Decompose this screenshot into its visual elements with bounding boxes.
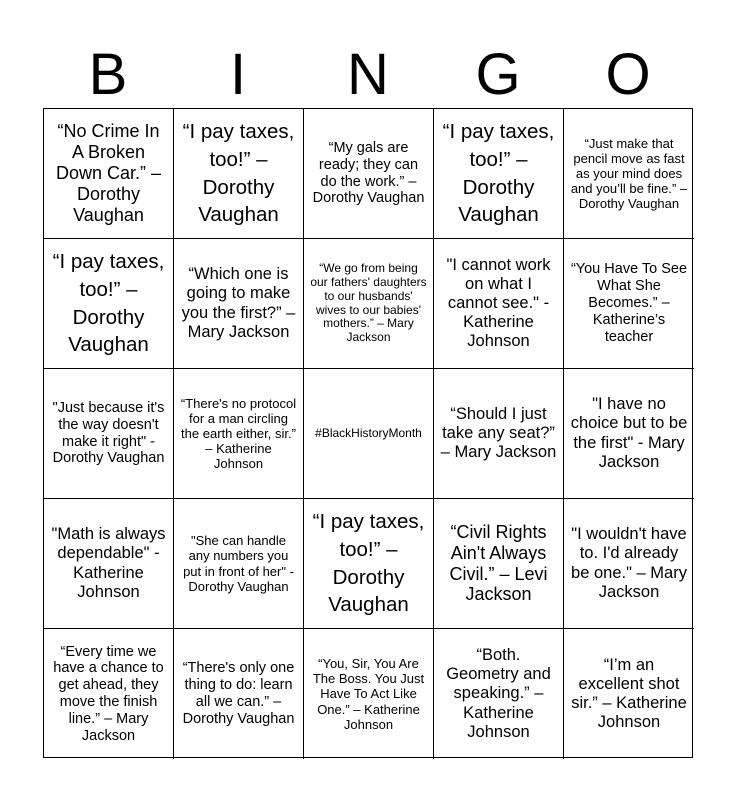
bingo-cell[interactable]: "I have no choice but to be the first" - Mary Jackson [564,369,694,499]
bingo-cell[interactable]: "She can handle any numbers you put in front of her" - Dorothy Vaughan [174,499,304,629]
bingo-cell[interactable]: “We go from being our fathers' daughters to our husbands' wives to our babies' mothers.” – Mary Jackson [304,239,434,369]
bingo-cell[interactable]: “Civil Rights Ain't Always Civil.” – Levi Jackson [434,499,564,629]
header-letter-g: G [475,42,521,107]
bingo-cell[interactable]: “I’m an excellent shot sir.” – Katherine Johnson [571,655,687,732]
bingo-cell[interactable]: “I pay taxes, too!” – Dorothy Vaughan [44,239,174,369]
bingo-cell[interactable]: “I pay taxes, too!” – Dorothy Vaughan [304,499,434,629]
bingo-cell[interactable]: "Math is always dependable" - Katherine Johnson [44,499,174,629]
bingo-header [43,44,693,106]
bingo-cell[interactable]: “There's no protocol for a man circling the earth either, sir.” – Katherine Johnson [174,369,304,499]
header-letter-o: O [605,42,651,107]
bingo-cell[interactable]: “My gals are ready; they can do the work.” – Dorothy Vaughan [304,109,434,239]
bingo-cell[interactable]: "I cannot work on what I cannot see." - Katherine Johnson [434,239,564,369]
bingo-cell[interactable]: "I wouldn't have to. I'd already be one." – Mary Jackson [564,499,694,629]
bingo-cell[interactable]: “Every time we have a chance to get ahead, they move the finish line.” – Mary Jackson [44,629,174,759]
free-space-cell[interactable]: #BlackHistoryMonth [304,369,434,499]
bingo-cell[interactable]: “Which one is going to make you the first?” – Mary Jackson [174,239,304,369]
header-letter-i: I [229,42,247,107]
bingo-cell[interactable]: “You, Sir, You Are The Boss. You Just Have To Act Like One.” – Katherine Johnson [304,629,434,759]
bingo-cell[interactable]: “You Have To See What She Becomes.” – Katherine’s teacher [564,239,694,369]
bingo-card-grid [43,108,693,758]
bingo-cell[interactable]: “I pay taxes, too!” – Dorothy Vaughan [174,109,304,239]
bingo-cell[interactable]: “There's only one thing to do: learn all we can.” – Dorothy Vaughan [174,629,304,759]
bingo-cell[interactable]: "Just because it's the way doesn't make it right" - Dorothy Vaughan [44,369,174,499]
header-letter-b: B [88,42,128,107]
bingo-cell[interactable]: “Should I just take any seat?” – Mary Jackson [434,369,564,499]
bingo-cell[interactable]: “Both. Geometry and speaking.” – Katherine Johnson [434,629,564,759]
bingo-cell[interactable]: “I pay taxes, too!” – Dorothy Vaughan [434,109,564,239]
bingo-cell[interactable]: “Just make that pencil move as fast as your mind does and you’ll be fine.” – Dorothy Vaughan [564,109,694,239]
header-letter-n: N [347,42,389,107]
bingo-cell[interactable]: “No Crime In A Broken Down Car.” – Dorothy Vaughan [44,109,174,239]
